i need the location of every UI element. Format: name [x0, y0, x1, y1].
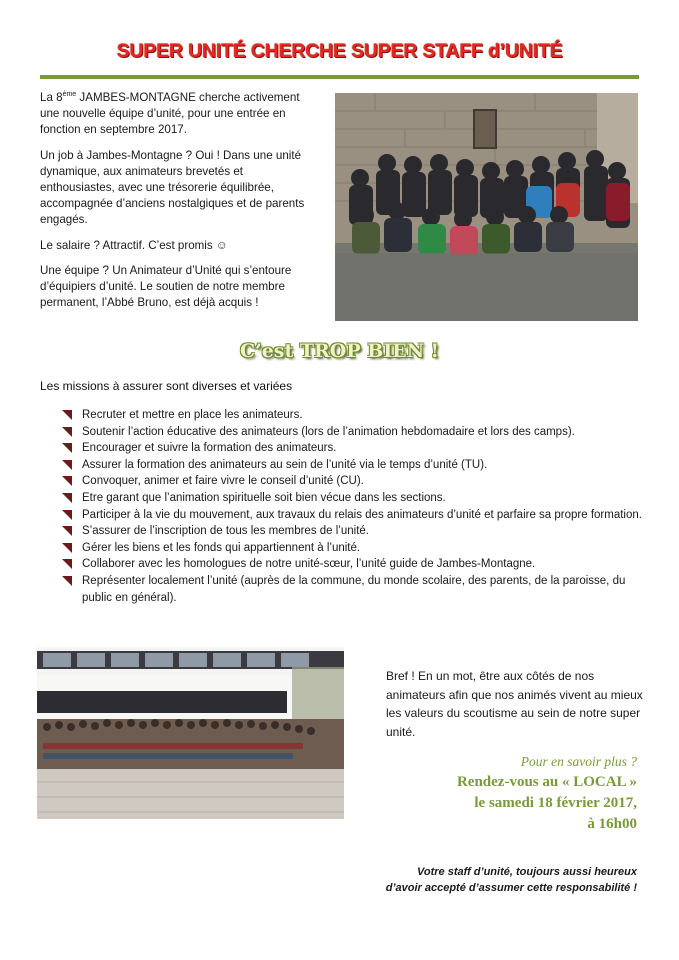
missions-heading: Les missions à assurer sont diverses et variées: [40, 379, 293, 393]
mission-text: Participer à la vie du mouvement, aux travaux du relais des animateurs d’unité et parfaire sa propre formation.: [82, 508, 642, 521]
slogan: C’est TROP BIEN !: [239, 340, 440, 362]
mission-item: [62, 507, 642, 524]
intro-p1-rest: JAMBES-MONTAGNE cherche activement une nouvelle équipe d’unité, pour une entrée en fonction en septembre 2017.: [40, 91, 300, 137]
intro-paragraph-4: Une équipe ? Un Animateur d’Unité qui s’entoure d’équipiers d’unité. Le soutien de notre membre permanent, l’Abbé Bruno, est déjà acquis !: [40, 263, 292, 310]
closing-paragraph: Bref ! En un mot, être aux côtés de nos animateurs afin que nos animés vivent au mieux les valeurs du scoutisme au sein de notre super unité.: [386, 669, 643, 739]
event-date: le samedi 18 février 2017,: [474, 795, 637, 811]
mission-text: Etre garant que l’animation spirituelle soit bien vécue dans les sections.: [82, 491, 446, 504]
signature-line-2: d’avoir accepté d’assumer cette responsabilité !: [385, 882, 637, 894]
triangle-bullet-icon: [62, 510, 72, 520]
mission-item: [62, 407, 642, 424]
intro-p1-ordinal: ème: [62, 91, 77, 99]
unit-group-photo: [37, 647, 344, 819]
unit-group-photo-illustration: [37, 647, 344, 819]
missions-list: [62, 407, 642, 606]
mission-item: [62, 440, 642, 457]
triangle-bullet-icon: [62, 443, 72, 453]
mission-text: Soutenir l’action éducative des animateurs (lors de l’animation hebdomadaire et lors des camps).: [82, 425, 575, 438]
intro-paragraph-2: Un job à Jambes-Montagne ? Oui ! Dans une unité dynamique, aux animateurs brevetés et enthousiastes, avec une trésorerie équilibrée, accompagnée d’anciens nostalgiques et de parents engagés.: [40, 148, 305, 227]
mission-text: S’assurer de l’inscription de tous les membres de l’unité.: [82, 525, 369, 538]
event-info: [337, 752, 637, 835]
mission-item: [62, 457, 642, 474]
triangle-bullet-icon: [62, 427, 72, 437]
intro-p1-start: La 8: [40, 91, 63, 104]
mission-item: [62, 490, 642, 507]
mission-text: Recruter et mettre en place les animateurs.: [82, 409, 303, 421]
mission-text: Convoquer, animer et faire vivre le conseil d’unité (CU).: [82, 475, 364, 488]
mission-text: Représenter localement l’unité (auprès de la commune, du monde scolaire, des parents, de la paroisse, du public en général).: [82, 574, 626, 604]
triangle-bullet-icon: [62, 493, 72, 503]
intro-paragraph-1: [40, 90, 308, 139]
intro-text: [40, 90, 308, 320]
triangle-bullet-icon: [62, 476, 72, 486]
mission-text: Collaborer avec les homologues de notre unité-sœur, l’unité guide de Jambes-Montagne.: [82, 558, 536, 571]
triangle-bullet-icon: [62, 410, 72, 420]
event-time: à 16h00: [587, 816, 637, 832]
title-divider: [40, 75, 639, 79]
mission-item: [62, 540, 642, 557]
triangle-bullet-icon: [62, 559, 72, 569]
mission-item: [62, 556, 642, 573]
page-title: SUPER UNITÉ CHERCHE SUPER STAFF d’UNITÉ: [116, 40, 563, 62]
mission-item: [62, 523, 642, 540]
event-place: Rendez-vous au « LOCAL »: [456, 774, 637, 790]
mission-text: Assurer la formation des animateurs au sein de l’unité via le temps d’unité (TU).: [82, 458, 488, 471]
staff-group-photo: [335, 93, 638, 321]
mission-item: [62, 573, 642, 606]
signature-line-1: Votre staff d’unité, toujours aussi heureux: [416, 866, 637, 878]
triangle-bullet-icon: [62, 576, 72, 586]
mission-text: Encourager et suivre la formation des animateurs.: [82, 442, 337, 455]
triangle-bullet-icon: [62, 543, 72, 553]
mission-item: [62, 424, 642, 441]
signature: [237, 864, 637, 896]
mission-text: Gérer les biens et les fonds qui appartiennent à l’unité.: [82, 541, 361, 554]
triangle-bullet-icon: [62, 526, 72, 536]
staff-group-photo-illustration: [335, 93, 638, 321]
mission-item: [62, 473, 642, 490]
more-info-question: Pour en savoir plus ?: [520, 754, 637, 769]
intro-paragraph-3: Le salaire ? Attractif. C’est promis ☺: [40, 238, 228, 252]
triangle-bullet-icon: [62, 460, 72, 470]
